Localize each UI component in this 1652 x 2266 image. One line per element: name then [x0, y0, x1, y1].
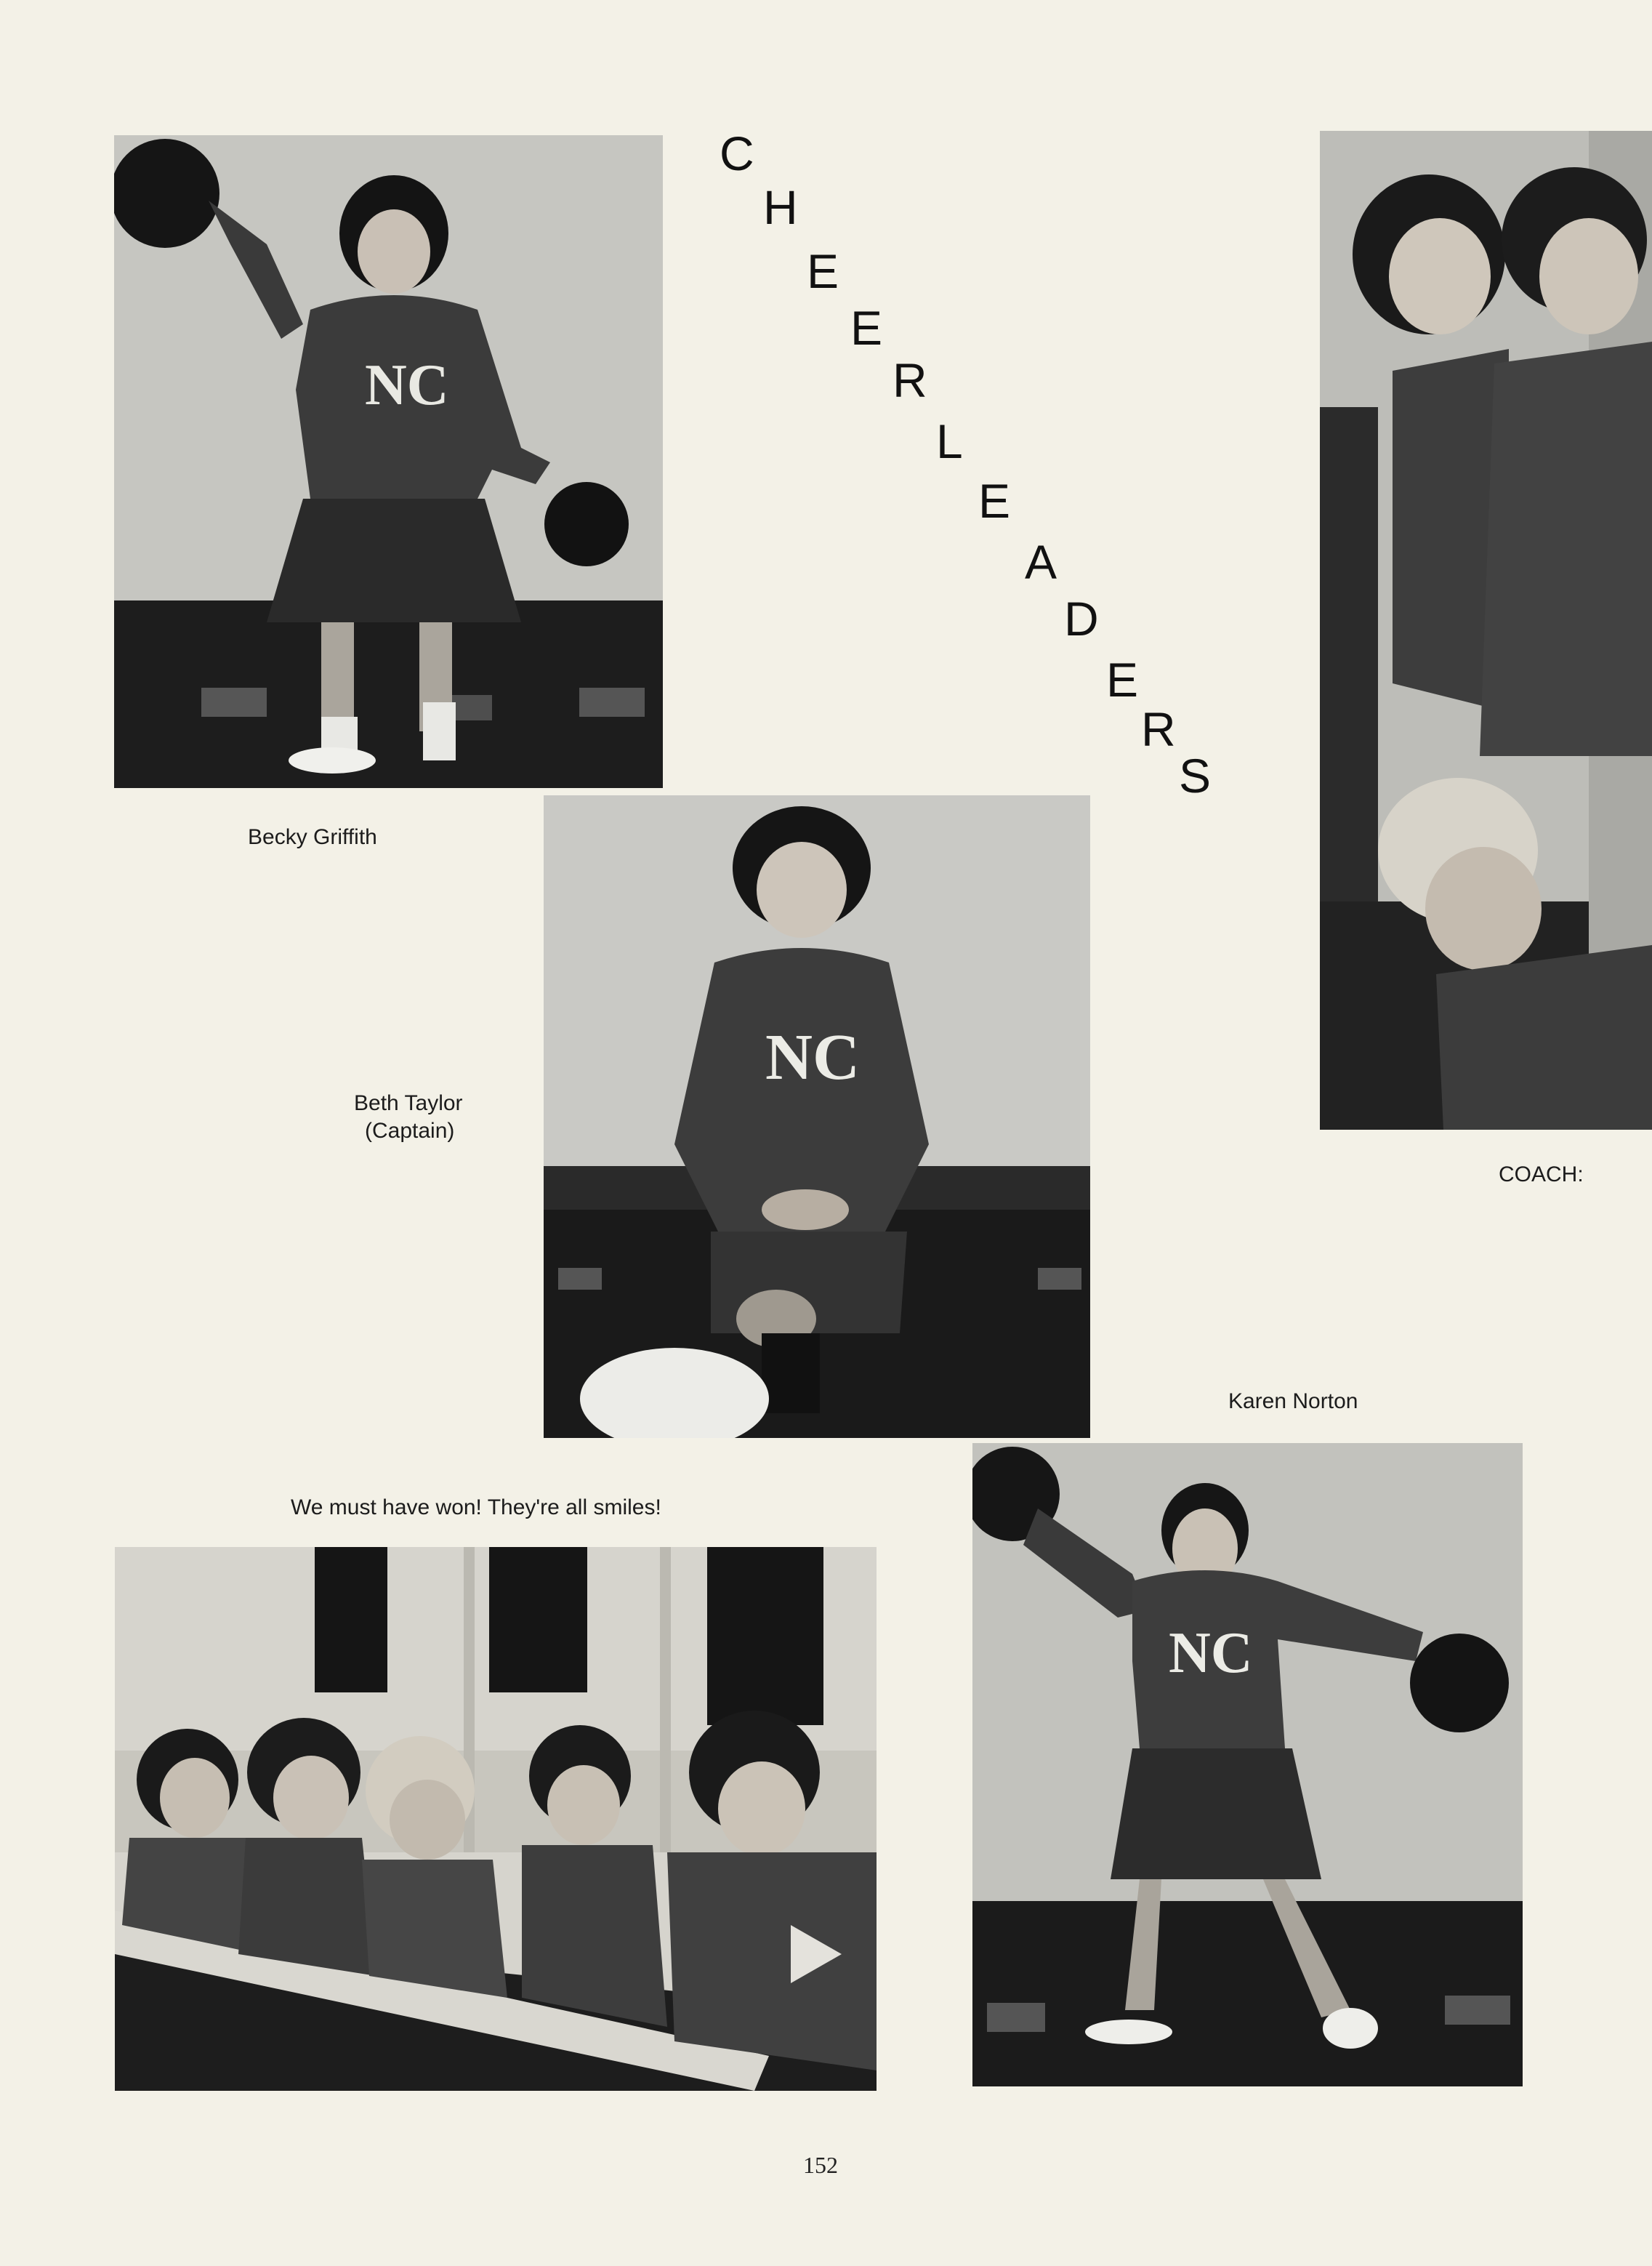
caption-group-smiles: We must have won! They're all smiles!: [291, 1495, 661, 1519]
sweater-letters: NC: [765, 1021, 860, 1093]
title-letter: D: [1064, 592, 1099, 646]
caption-karen-norton: Karen Norton: [1228, 1389, 1358, 1413]
photo-becky-griffith: [114, 135, 663, 788]
sweater-letters: NC: [1169, 1621, 1253, 1685]
caption-beth-taylor: Beth Taylor: [354, 1091, 463, 1115]
caption-coach: COACH:: [1499, 1162, 1584, 1186]
title-letter: E: [807, 244, 839, 298]
title-letter: E: [978, 474, 1011, 528]
caption-beth-captain: (Captain): [365, 1119, 455, 1143]
title-letter: A: [1025, 535, 1057, 589]
title-letter: L: [936, 414, 963, 468]
caption-becky-griffith: Becky Griffith: [248, 825, 377, 849]
sweater-letters: NC: [365, 353, 449, 417]
title-letter: H: [763, 180, 798, 234]
photo-beth-taylor: [544, 795, 1090, 1438]
title-letter: E: [850, 301, 883, 355]
photo-karen-norton: [972, 1443, 1523, 2086]
title-letter: E: [1106, 653, 1139, 707]
title-letter: C: [720, 126, 754, 180]
page-number: 152: [803, 2152, 838, 2178]
title-letter: R: [1141, 702, 1176, 756]
title-letter: S: [1179, 749, 1212, 803]
photo-cheerleader-group-right: [1320, 131, 1652, 1130]
title-letter: R: [893, 353, 927, 407]
photo-group-smiles: [115, 1547, 877, 2091]
